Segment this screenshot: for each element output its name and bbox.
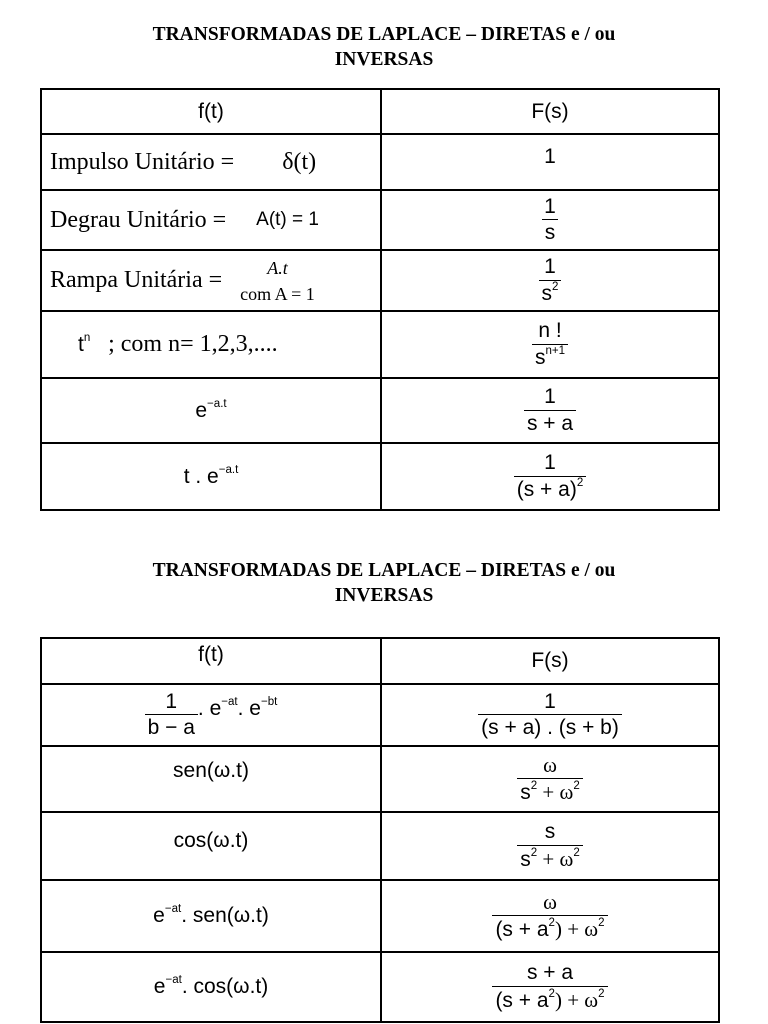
den-base: s <box>534 345 546 369</box>
denominator: s + a <box>524 410 576 435</box>
den-b-exponent: 2 <box>573 779 580 792</box>
den-base: (s + a) <box>516 477 577 501</box>
fs-cell <box>381 684 719 746</box>
den-exponent: 2 <box>552 280 559 293</box>
fs-cell <box>381 190 719 250</box>
numerator: ω <box>543 753 557 778</box>
numerator: 1 <box>544 255 556 279</box>
table-row <box>41 311 719 378</box>
fraction <box>478 691 622 739</box>
denominator: b − a <box>145 714 198 739</box>
den-b: + ω <box>537 846 574 871</box>
fs-cell <box>381 311 719 378</box>
den-a: (s + a <box>495 917 549 941</box>
table-1-header-row <box>41 89 719 134</box>
e-exponent: −at <box>165 974 182 987</box>
t-exp-expr <box>184 465 239 488</box>
e-base: e <box>153 904 165 927</box>
numerator: 1 <box>165 689 178 713</box>
sine-part: . sen(ω.t) <box>181 904 269 927</box>
laplace-table-1 <box>40 88 720 511</box>
denominator <box>514 476 587 501</box>
numerator: s + a <box>526 961 574 985</box>
table-row <box>41 746 719 812</box>
den-a: s <box>520 847 531 871</box>
fraction <box>514 452 587 500</box>
denominator <box>517 845 583 871</box>
denominator: (s + a) . (s + b) <box>478 714 622 739</box>
fs-cell <box>381 952 719 1022</box>
e2-base: . e <box>237 696 261 720</box>
denominator <box>492 915 607 941</box>
laplace-table-2 <box>40 637 720 1023</box>
ft-cell <box>41 311 381 378</box>
ft-cell <box>41 190 381 250</box>
ft-cell <box>41 880 381 952</box>
e1-exponent: −at <box>221 695 238 708</box>
t-base: t <box>78 333 84 356</box>
e1-base: . e <box>197 696 222 720</box>
n-condition: ; com n= 1,2,3,.... <box>108 331 278 357</box>
denominator <box>539 280 562 305</box>
fraction <box>517 754 583 803</box>
den-a: (s + a <box>495 988 549 1012</box>
fs-cell <box>381 378 719 443</box>
fraction <box>542 196 559 244</box>
step-expr: A(t) = 1 <box>256 209 319 230</box>
e-exponent: −a.t <box>207 397 227 410</box>
title-1-line1: TRANSFORMADAS DE LAPLACE – DIRETAS e / ou <box>152 24 616 45</box>
den-a-exponent: 2 <box>548 916 555 929</box>
header-fs: F(s) <box>381 638 719 684</box>
fs-cell <box>381 443 719 510</box>
denominator <box>517 778 583 804</box>
table-2-header-row <box>41 638 719 684</box>
den-a-exponent: 2 <box>548 987 555 1000</box>
t-e-base: t . e <box>183 464 219 488</box>
impulse-expr: δ(t) <box>282 148 317 175</box>
title-2-line1: TRANSFORMADAS DE LAPLACE – DIRETAS e / ou <box>152 560 616 581</box>
ft-cell <box>41 378 381 443</box>
header-fs: F(s) <box>381 89 719 134</box>
fs-cell <box>381 250 719 311</box>
row-label: Impulso Unitário = <box>50 148 235 175</box>
den-b: + ω <box>537 779 574 804</box>
den-a-exponent: 2 <box>530 846 538 859</box>
ft-cell <box>41 684 381 746</box>
row-label: Degrau Unitário = <box>50 206 227 233</box>
den-b: ) + ω <box>554 987 599 1012</box>
numerator: 1 <box>544 689 556 713</box>
e-exponent: −at <box>164 903 182 916</box>
fraction <box>524 386 576 434</box>
table-row <box>41 812 719 880</box>
numerator: n ! <box>538 319 562 343</box>
header-ft: f(t) <box>41 89 381 134</box>
title-1 <box>0 22 768 72</box>
fs-cell <box>381 812 719 880</box>
damped-sine-expr <box>153 904 269 927</box>
fs-cell: 1 <box>381 134 719 190</box>
e-exponent: −a.t <box>218 463 239 476</box>
exp-product <box>198 697 277 720</box>
exp-expr <box>195 399 226 422</box>
den-b: ) + ω <box>554 916 599 941</box>
table-row <box>41 250 719 311</box>
ft-cell <box>41 443 381 510</box>
fs-cell <box>381 746 719 812</box>
table-row <box>41 190 719 250</box>
row-label: Rampa Unitária = <box>50 267 223 293</box>
damped-cosine-expr <box>154 975 268 998</box>
e-base: e <box>153 975 166 998</box>
title-2 <box>0 558 768 608</box>
fraction <box>492 962 607 1011</box>
fs-cell <box>381 880 719 952</box>
numerator: s <box>544 820 556 844</box>
denominator <box>492 986 607 1012</box>
ramp-expr <box>240 255 315 307</box>
den-exponent: 2 <box>576 476 584 489</box>
den-b-exponent: 2 <box>598 916 605 929</box>
ft-cell <box>41 250 381 311</box>
header-ft: f(t) <box>41 638 381 684</box>
fraction <box>532 320 568 368</box>
ft-cell: sen(ω.t) <box>41 746 381 812</box>
title-2-line2: INVERSAS <box>334 585 434 606</box>
table-row <box>41 134 719 190</box>
ft-cell <box>41 952 381 1022</box>
title-1-line2: INVERSAS <box>334 49 434 70</box>
numerator: 1 <box>544 194 556 218</box>
fraction <box>539 256 562 304</box>
numerator: 1 <box>544 385 556 409</box>
table-row <box>41 443 719 510</box>
ramp-expr-bottom: com A = 1 <box>240 283 315 304</box>
den-base: s <box>541 281 553 305</box>
den-a-exponent: 2 <box>530 779 538 792</box>
ft-cell: cos(ω.t) <box>41 812 381 880</box>
den-b-exponent: 2 <box>573 846 580 859</box>
denominator <box>532 344 568 369</box>
numerator: 1 <box>544 451 556 475</box>
table-row <box>41 684 719 746</box>
ramp-expr-top: A.t <box>267 257 288 278</box>
t-power <box>78 333 90 356</box>
numerator: ω <box>543 890 557 915</box>
den-b-exponent: 2 <box>598 987 605 1000</box>
denominator: s <box>542 219 559 244</box>
fraction <box>517 821 583 870</box>
ft-cell <box>41 134 381 190</box>
den-a: s <box>520 780 531 804</box>
table-row <box>41 378 719 443</box>
table-row <box>41 952 719 1022</box>
fraction <box>145 691 198 739</box>
e2-exponent: −bt <box>261 695 278 708</box>
e-base: e <box>195 398 208 422</box>
den-exponent: n+1 <box>545 344 566 357</box>
t-exponent: n <box>83 332 91 345</box>
cosine-part: . cos(ω.t) <box>181 975 269 998</box>
fraction <box>492 891 607 940</box>
table-row <box>41 880 719 952</box>
